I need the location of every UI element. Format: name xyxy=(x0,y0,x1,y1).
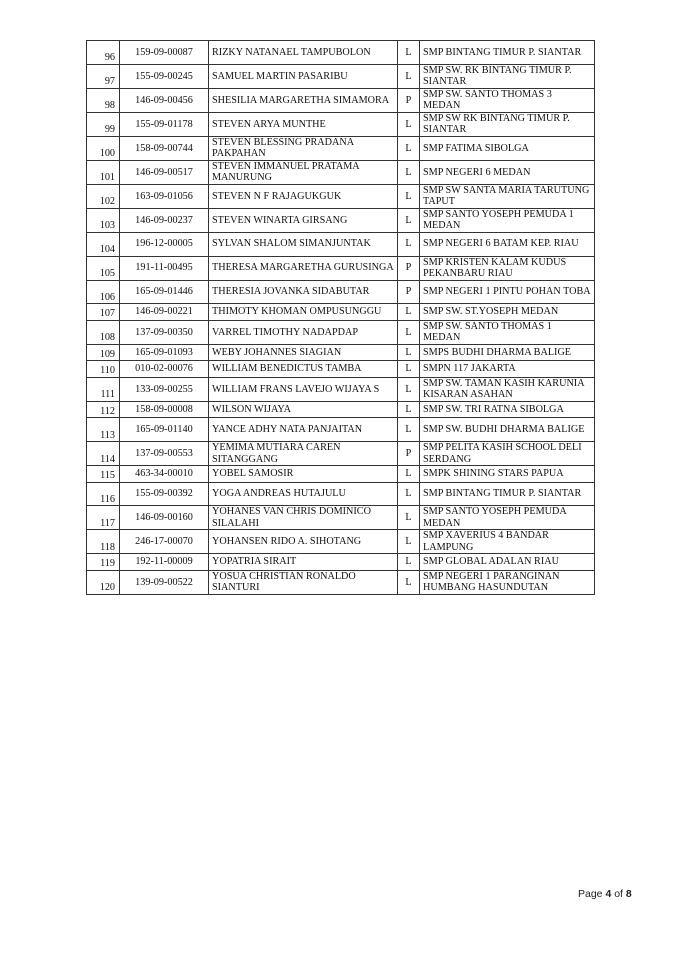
school-cell: SMPK SHINING STARS PAPUA xyxy=(420,466,595,483)
participant-id-cell: 196-12-00005 xyxy=(120,232,209,256)
participant-name-cell: RIZKY NATANAEL TAMPUBOLON xyxy=(209,41,398,65)
participant-id-cell: 165-09-01446 xyxy=(120,280,209,304)
participant-id-cell: 155-09-01178 xyxy=(120,112,209,136)
participant-id-cell: 146-09-00221 xyxy=(120,304,209,321)
participant-name-cell: YOBEL SAMOSIR xyxy=(209,466,398,483)
row-number-cell: 104 xyxy=(87,232,120,256)
gender-cell: L xyxy=(398,361,420,378)
school-cell: SMP XAVERIUS 4 BANDAR LAMPUNG xyxy=(420,530,595,554)
school-cell: SMP SW. TAMAN KASIH KARUNIA KISARAN ASAHAN xyxy=(420,377,595,401)
row-number-cell: 112 xyxy=(87,401,120,418)
gender-cell: L xyxy=(398,570,420,594)
participant-name-cell: THERESIA JOVANKA SIDABUTAR xyxy=(209,280,398,304)
participant-id-cell: 137-09-00350 xyxy=(120,320,209,344)
table-row xyxy=(87,482,595,506)
participant-table-container xyxy=(86,40,594,595)
row-number-cell: 114 xyxy=(87,442,120,466)
participant-name-cell: YOGA ANDREAS HUTAJULU xyxy=(209,482,398,506)
table-row xyxy=(87,530,595,554)
participant-id-cell: 146-09-00237 xyxy=(120,208,209,232)
school-cell: SMP SW. SANTO THOMAS 3 MEDAN xyxy=(420,88,595,112)
school-cell: SMPN 117 JAKARTA xyxy=(420,361,595,378)
gender-cell: L xyxy=(398,466,420,483)
table-row xyxy=(87,442,595,466)
gender-cell: P xyxy=(398,88,420,112)
table-row xyxy=(87,506,595,530)
participant-name-cell: WEBY JOHANNES SIAGIAN xyxy=(209,344,398,361)
row-number-cell: 98 xyxy=(87,88,120,112)
gender-cell: L xyxy=(398,232,420,256)
participant-id-cell: 139-09-00522 xyxy=(120,570,209,594)
participant-name-cell: STEVEN WINARTA GIRSANG xyxy=(209,208,398,232)
school-cell: SMP NEGERI 1 PARANGINAN HUMBANG HASUNDUTAN xyxy=(420,570,595,594)
participant-id-cell: 192-11-00009 xyxy=(120,554,209,571)
gender-cell: L xyxy=(398,160,420,184)
row-number-cell: 108 xyxy=(87,320,120,344)
row-number-cell: 106 xyxy=(87,280,120,304)
participant-id-cell: 155-09-00245 xyxy=(120,64,209,88)
row-number-cell: 120 xyxy=(87,570,120,594)
school-cell: SMP KRISTEN KALAM KUDUS PEKANBARU RIAU xyxy=(420,256,595,280)
participant-name-cell: YOPATRIA SIRAIT xyxy=(209,554,398,571)
table-row xyxy=(87,320,595,344)
participant-id-cell: 146-09-00160 xyxy=(120,506,209,530)
row-number-cell: 118 xyxy=(87,530,120,554)
school-cell: SMP SANTO YOSEPH PEMUDA 1 MEDAN xyxy=(420,208,595,232)
school-cell: SMP NEGERI 6 BATAM KEP. RIAU xyxy=(420,232,595,256)
school-cell: SMP BINTANG TIMUR P. SIANTAR xyxy=(420,482,595,506)
participant-id-cell: 133-09-00255 xyxy=(120,377,209,401)
school-cell: SMP BINTANG TIMUR P. SIANTAR xyxy=(420,41,595,65)
participant-id-cell: 146-09-00517 xyxy=(120,160,209,184)
table-row xyxy=(87,466,595,483)
participant-name-cell: YANCE ADHY NATA PANJAITAN xyxy=(209,418,398,442)
school-cell: SMP SW. ST.YOSEPH MEDAN xyxy=(420,304,595,321)
gender-cell: L xyxy=(398,418,420,442)
school-cell: SMP FATIMA SIBOLGA xyxy=(420,136,595,160)
row-number-cell: 101 xyxy=(87,160,120,184)
participant-id-cell: 165-09-01140 xyxy=(120,418,209,442)
participant-table-body xyxy=(87,41,595,595)
gender-cell: P xyxy=(398,280,420,304)
participant-name-cell: STEVEN IMMANUEL PRATAMA MANURUNG xyxy=(209,160,398,184)
row-number-cell: 105 xyxy=(87,256,120,280)
table-row xyxy=(87,112,595,136)
participant-name-cell: THIMOTY KHOMAN OMPUSUNGGU xyxy=(209,304,398,321)
school-cell: SMPS BUDHI DHARMA BALIGE xyxy=(420,344,595,361)
participant-name-cell: SAMUEL MARTIN PASARIBU xyxy=(209,64,398,88)
gender-cell: L xyxy=(398,506,420,530)
school-cell: SMP SW SANTA MARIA TARUTUNG TAPUT xyxy=(420,184,595,208)
participant-id-cell: 010-02-00076 xyxy=(120,361,209,378)
table-row xyxy=(87,88,595,112)
table-row xyxy=(87,361,595,378)
table-row xyxy=(87,570,595,594)
gender-cell: L xyxy=(398,482,420,506)
participant-id-cell: 158-09-00744 xyxy=(120,136,209,160)
table-row xyxy=(87,64,595,88)
table-row xyxy=(87,344,595,361)
school-cell: SMP NEGERI 6 MEDAN xyxy=(420,160,595,184)
gender-cell: L xyxy=(398,208,420,232)
participant-name-cell: STEVEN BLESSING PRADANA PAKPAHAN xyxy=(209,136,398,160)
row-number-cell: 110 xyxy=(87,361,120,378)
participant-name-cell: WILSON WIJAYA xyxy=(209,401,398,418)
table-row xyxy=(87,554,595,571)
row-number-cell: 113 xyxy=(87,418,120,442)
participant-name-cell: YOHANSEN RIDO A. SIHOTANG xyxy=(209,530,398,554)
page-footer xyxy=(578,888,632,900)
table-row xyxy=(87,136,595,160)
school-cell: SMP SW. RK BINTANG TIMUR P. SIANTAR xyxy=(420,64,595,88)
page-current: 4 xyxy=(605,888,612,900)
row-number-cell: 109 xyxy=(87,344,120,361)
participant-name-cell: SYLVAN SHALOM SIMANJUNTAK xyxy=(209,232,398,256)
participant-name-cell: SHESILIA MARGARETHA SIMAMORA xyxy=(209,88,398,112)
row-number-cell: 111 xyxy=(87,377,120,401)
row-number-cell: 100 xyxy=(87,136,120,160)
row-number-cell: 115 xyxy=(87,466,120,483)
row-number-cell: 117 xyxy=(87,506,120,530)
participant-name-cell: STEVEN N F RAJAGUKGUK xyxy=(209,184,398,208)
participant-id-cell: 159-09-00087 xyxy=(120,41,209,65)
table-row xyxy=(87,232,595,256)
participant-name-cell: VARREL TIMOTHY NADAPDAP xyxy=(209,320,398,344)
participant-name-cell: WILLIAM FRANS LAVEJO WIJAYA S xyxy=(209,377,398,401)
school-cell: SMP PELITA KASIH SCHOOL DELI SERDANG xyxy=(420,442,595,466)
table-row xyxy=(87,160,595,184)
gender-cell: L xyxy=(398,377,420,401)
participant-id-cell: 146-09-00456 xyxy=(120,88,209,112)
row-number-cell: 119 xyxy=(87,554,120,571)
table-row xyxy=(87,401,595,418)
participant-name-cell: THERESA MARGARETHA GURUSINGA xyxy=(209,256,398,280)
row-number-cell: 99 xyxy=(87,112,120,136)
table-row xyxy=(87,184,595,208)
table-row xyxy=(87,280,595,304)
row-number-cell: 102 xyxy=(87,184,120,208)
school-cell: SMP SW RK BINTANG TIMUR P. SIANTAR xyxy=(420,112,595,136)
participant-table xyxy=(86,40,595,595)
gender-cell: L xyxy=(398,554,420,571)
row-number-cell: 116 xyxy=(87,482,120,506)
row-number-cell: 107 xyxy=(87,304,120,321)
gender-cell: L xyxy=(398,184,420,208)
gender-cell: L xyxy=(398,136,420,160)
table-row xyxy=(87,256,595,280)
school-cell: SMP GLOBAL ADALAN RIAU xyxy=(420,554,595,571)
gender-cell: L xyxy=(398,304,420,321)
gender-cell: L xyxy=(398,344,420,361)
participant-name-cell: YOSUA CHRISTIAN RONALDO SIANTURI xyxy=(209,570,398,594)
participant-name-cell: YOHANES VAN CHRIS DOMINICO SILALAHI xyxy=(209,506,398,530)
participant-id-cell: 246-17-00070 xyxy=(120,530,209,554)
participant-name-cell: YEMIMA MUTIARA CAREN SITANGGANG xyxy=(209,442,398,466)
gender-cell: P xyxy=(398,442,420,466)
table-row xyxy=(87,418,595,442)
row-number-cell: 103 xyxy=(87,208,120,232)
gender-cell: L xyxy=(398,64,420,88)
row-number-cell: 96 xyxy=(87,41,120,65)
participant-id-cell: 158-09-00008 xyxy=(120,401,209,418)
participant-name-cell: STEVEN ARYA MUNTHE xyxy=(209,112,398,136)
gender-cell: L xyxy=(398,41,420,65)
table-row xyxy=(87,377,595,401)
gender-cell: L xyxy=(398,320,420,344)
participant-id-cell: 463-34-00010 xyxy=(120,466,209,483)
school-cell: SMP SANTO YOSEPH PEMUDA MEDAN xyxy=(420,506,595,530)
table-row xyxy=(87,41,595,65)
page-word: Page xyxy=(578,888,603,900)
participant-id-cell: 155-09-00392 xyxy=(120,482,209,506)
of-word: of xyxy=(614,888,623,900)
gender-cell: L xyxy=(398,112,420,136)
participant-id-cell: 191-11-00495 xyxy=(120,256,209,280)
gender-cell: L xyxy=(398,530,420,554)
gender-cell: P xyxy=(398,256,420,280)
participant-name-cell: WILLIAM BENEDICTUS TAMBA xyxy=(209,361,398,378)
table-row xyxy=(87,304,595,321)
row-number-cell: 97 xyxy=(87,64,120,88)
participant-id-cell: 165-09-01093 xyxy=(120,344,209,361)
table-row xyxy=(87,208,595,232)
gender-cell: L xyxy=(398,401,420,418)
participant-id-cell: 137-09-00553 xyxy=(120,442,209,466)
school-cell: SMP SW. SANTO THOMAS 1 MEDAN xyxy=(420,320,595,344)
school-cell: SMP NEGERI 1 PINTU POHAN TOBA xyxy=(420,280,595,304)
school-cell: SMP SW. TRI RATNA SIBOLGA xyxy=(420,401,595,418)
page-total: 8 xyxy=(625,888,632,900)
participant-id-cell: 163-09-01056 xyxy=(120,184,209,208)
school-cell: SMP SW. BUDHI DHARMA BALIGE xyxy=(420,418,595,442)
